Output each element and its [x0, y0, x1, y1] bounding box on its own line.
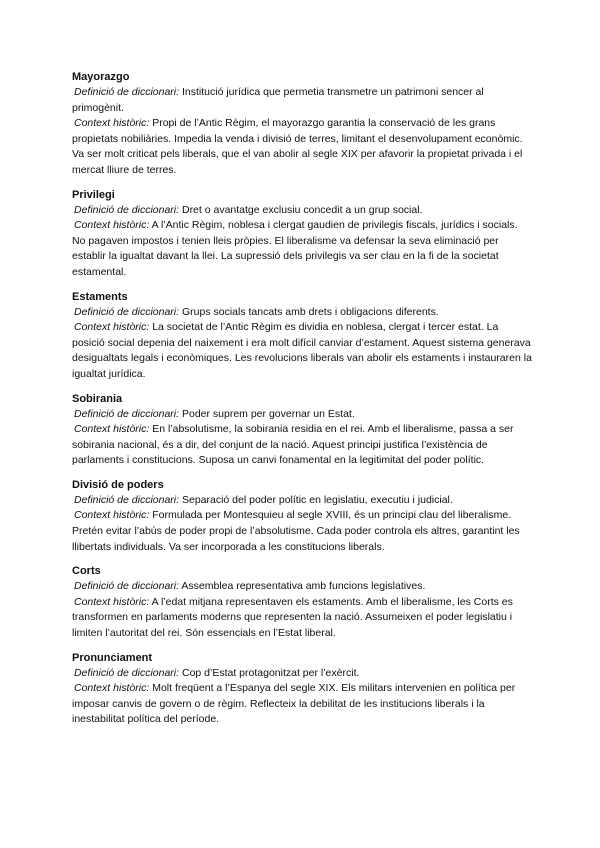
term-heading: Divisió de poders — [72, 478, 164, 491]
definition-text: Grups socials tancats amb drets i obligacions diferents. — [179, 305, 439, 318]
definition-label: Definició de diccionari: — [74, 305, 180, 318]
definition-label: Definició de diccionari: — [74, 407, 180, 420]
context-paragraph — [72, 595, 532, 642]
definition-paragraph — [72, 407, 532, 423]
term-heading: Sobirania — [72, 392, 123, 405]
definition-label: Definició de diccionari: — [74, 86, 180, 98]
context-text: La societat de l’Antic Règim es dividia en noblesa, clergat i tercer estat. La posició social depenia del naixement i era molt difícil canviar d’estament. Aquest sistema generava desigualtats legals i econòmiques. Les revolucions liberals van abolir els estaments i instauraren la igualtat jurídica. — [72, 321, 532, 380]
definition-label: Definició de diccionari: — [74, 203, 180, 216]
context-text: A l’edat mitjana representaven els estaments. Amb el liberalisme, les Corts es transformen en parlaments moderns que representen la nació. Assumeixen el poder legislatiu i limiten l’autoritat del rei. Són essencials en l’Estat liberal. — [72, 595, 513, 640]
context-paragraph — [72, 320, 532, 382]
definition-paragraph — [72, 579, 532, 595]
term-heading: Privilegi — [72, 188, 115, 201]
definition-text: Assemblea representativa amb funcions legislatives. — [179, 580, 426, 593]
context-paragraph — [72, 116, 532, 178]
definition-paragraph — [72, 85, 532, 116]
document-page — [72, 70, 532, 737]
definition-label: Definició de diccionari: — [74, 493, 180, 506]
context-text: Formulada per Montesquieu al segle XVIII, és un principi clau del liberalisme. Pretén evitar l’abús de poder propi de l’absolutisme. Cada poder controla els altres, garantint les llibertats individuals. Va ser incorporada a les constitucions liberals. — [72, 509, 520, 553]
definition-text: Cop d’Estat protagonitzat per l’exèrcit. — [179, 666, 360, 679]
glossary-entry-corts — [72, 564, 532, 641]
context-label: Context històric: — [74, 682, 150, 695]
glossary-entry-privilegi — [72, 188, 532, 281]
glossary-entry-divisio-de-poders — [72, 478, 532, 555]
definition-label: Definició de diccionari: — [74, 666, 180, 679]
term-heading: Pronunciament — [72, 651, 153, 664]
context-label: Context històric: — [74, 117, 150, 130]
glossary-entry-sobirania — [72, 392, 532, 469]
term-heading: Estaments — [72, 290, 128, 303]
definition-text: Institució jurídica que permetia transmetre un patrimoni sencer al primogènit. — [72, 86, 484, 114]
glossary-entry-mayorazgo — [72, 70, 532, 179]
definition-paragraph — [72, 493, 532, 509]
definition-paragraph — [72, 666, 532, 682]
definition-label: Definició de diccionari: — [74, 580, 180, 593]
context-paragraph — [72, 422, 532, 469]
glossary-entry-pronunciament — [72, 651, 532, 728]
glossary-entry-estaments — [72, 290, 532, 383]
term-heading: Corts — [72, 565, 101, 578]
context-text: En l’absolutisme, la sobirania residia en el rei. Amb el liberalisme, passa a ser sobirania nacional, és a dir, del conjunt de la nació. Aquest principi justifica l’existència de parlaments i constitucions. Suposa un canvi fonamental en la legitimitat del poder polític. — [72, 423, 514, 467]
definition-text: Dret o avantatge exclusiu concedit a un grup social. — [179, 203, 423, 216]
definition-text: Poder suprem per governar un Estat. — [179, 407, 355, 420]
context-label: Context històric: — [74, 595, 150, 608]
definition-paragraph — [72, 203, 532, 219]
definition-text: Separació del poder polític en legislatiu, executiu i judicial. — [179, 493, 453, 506]
context-text: A l’Antic Règim, noblesa i clergat gaudien de privilegis fiscals, jurídics i socials. No pagaven impostos i tenien lleis pròpies. El liberalisme va defensar la seva eliminació per establir la igualtat davant la llei. La supressió dels privilegis va ser clau en la fi de la societat estamental. — [72, 219, 518, 278]
context-paragraph — [72, 508, 532, 555]
context-label: Context històric: — [74, 509, 150, 522]
term-heading: Mayorazgo — [72, 71, 130, 83]
context-text: Propi de l’Antic Règim, el mayorazgo garantia la conservació de les grans propietats nobiliàries. Impedia la venda i divisió de terres, limitant el desenvolupament econòmic. Va ser molt criticat pels liberals, que el van abolir al segle XIX per afavorir la propietat privada i el mercat lliure de terres. — [72, 117, 523, 176]
context-text: Molt freqüent a l’Espanya del segle XIX. Els militars intervenien en política per imposar canvis de govern o de règim. Reflecteix la debilitat de les institucions liberals i la inestabilitat política del període. — [72, 682, 516, 726]
context-label: Context històric: — [74, 423, 150, 436]
context-paragraph — [72, 681, 532, 728]
context-label: Context històric: — [74, 321, 150, 334]
context-label: Context històric: — [74, 219, 150, 232]
context-paragraph — [72, 218, 532, 280]
definition-paragraph — [72, 305, 532, 321]
